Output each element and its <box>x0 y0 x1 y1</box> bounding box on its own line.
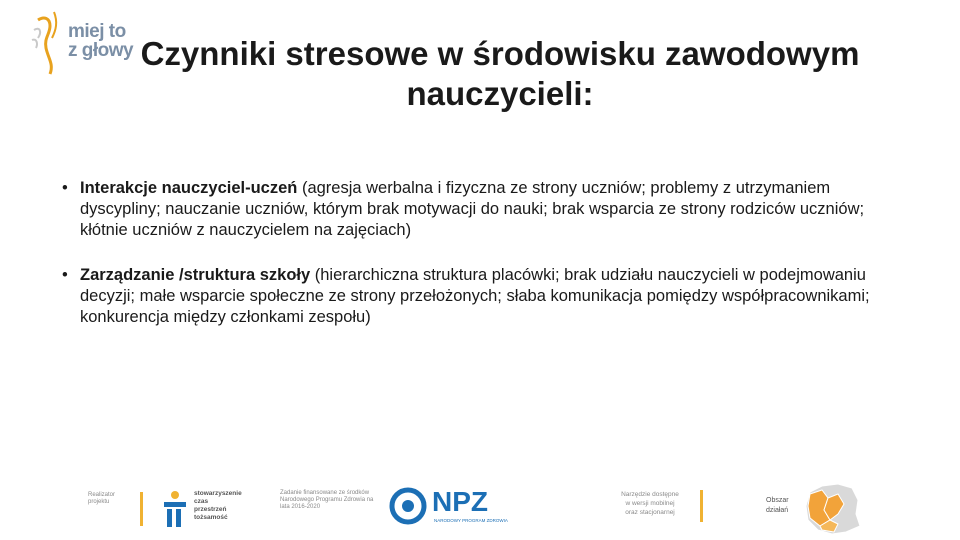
association-line: czas <box>194 498 209 505</box>
npz-logo-text: NPZ <box>432 486 488 517</box>
bullet-heading: Interakcje nauczyciel-uczeń <box>80 179 298 197</box>
page-title <box>60 34 940 114</box>
tool-availability <box>606 490 694 517</box>
title-line-1: Czynniki stresowe w środowisku zawodowym <box>140 35 860 72</box>
tool-line: w wersji mobilnej <box>625 500 675 507</box>
poland-map-icon <box>804 480 862 536</box>
logo-line-2: z głowy <box>68 40 134 61</box>
association-name <box>194 490 254 522</box>
tool-line: oraz stacjonarnej <box>625 509 675 516</box>
bullet-text: (agresja werbalna i fizyczna ze strony uczniów; problemy z utrzymaniem dyscypliny; nauczanie uczniów, którym brak motywacji do nauki; brak wsparcia ze strony rodziców uczniów; kłótnie uczniów z nauczycielem na zajęciach) <box>80 179 865 239</box>
area-label <box>766 496 789 516</box>
association-logo-icon <box>162 490 188 528</box>
divider <box>700 490 703 522</box>
tool-line: Narzędzie dostępne <box>621 491 679 498</box>
realizator-label: Realizator projektu <box>88 492 116 505</box>
divider <box>140 492 143 526</box>
bullet-icon: • <box>62 179 68 197</box>
title-line-2: nauczycieli: <box>406 75 594 112</box>
npz-subtitle: NARODOWY PROGRAM ZDROWIA <box>434 518 508 523</box>
npz-swirl-icon <box>388 486 432 526</box>
area-line: działań <box>766 507 789 514</box>
association-line: stowarzyszenie <box>194 490 242 497</box>
logo-line-1: miej to <box>68 21 126 42</box>
funding-label: Zadanie finansowane ze środków Narodowego Programu Zdrowia na lata 2016-2020 <box>280 490 374 510</box>
list-item <box>62 265 912 328</box>
bullet-text: (hierarchiczna struktura placówki; brak udziału nauczycieli w podejmowaniu decyzji; małe wsparcie społeczne ze strony przełożonych; słaba komunikacja pomiędzy współpracownikami; konkurencja między członkami zespołu) <box>80 266 870 326</box>
area-line: Obszar <box>766 497 789 504</box>
association-line: tożsamość <box>194 514 228 521</box>
bullet-list <box>62 178 912 352</box>
association-line: przestrzeń <box>194 506 227 513</box>
list-item <box>62 178 912 241</box>
footer-logos <box>0 480 960 540</box>
bullet-icon: • <box>62 266 68 284</box>
bullet-heading: Zarządzanie /struktura szkoły <box>80 266 311 284</box>
